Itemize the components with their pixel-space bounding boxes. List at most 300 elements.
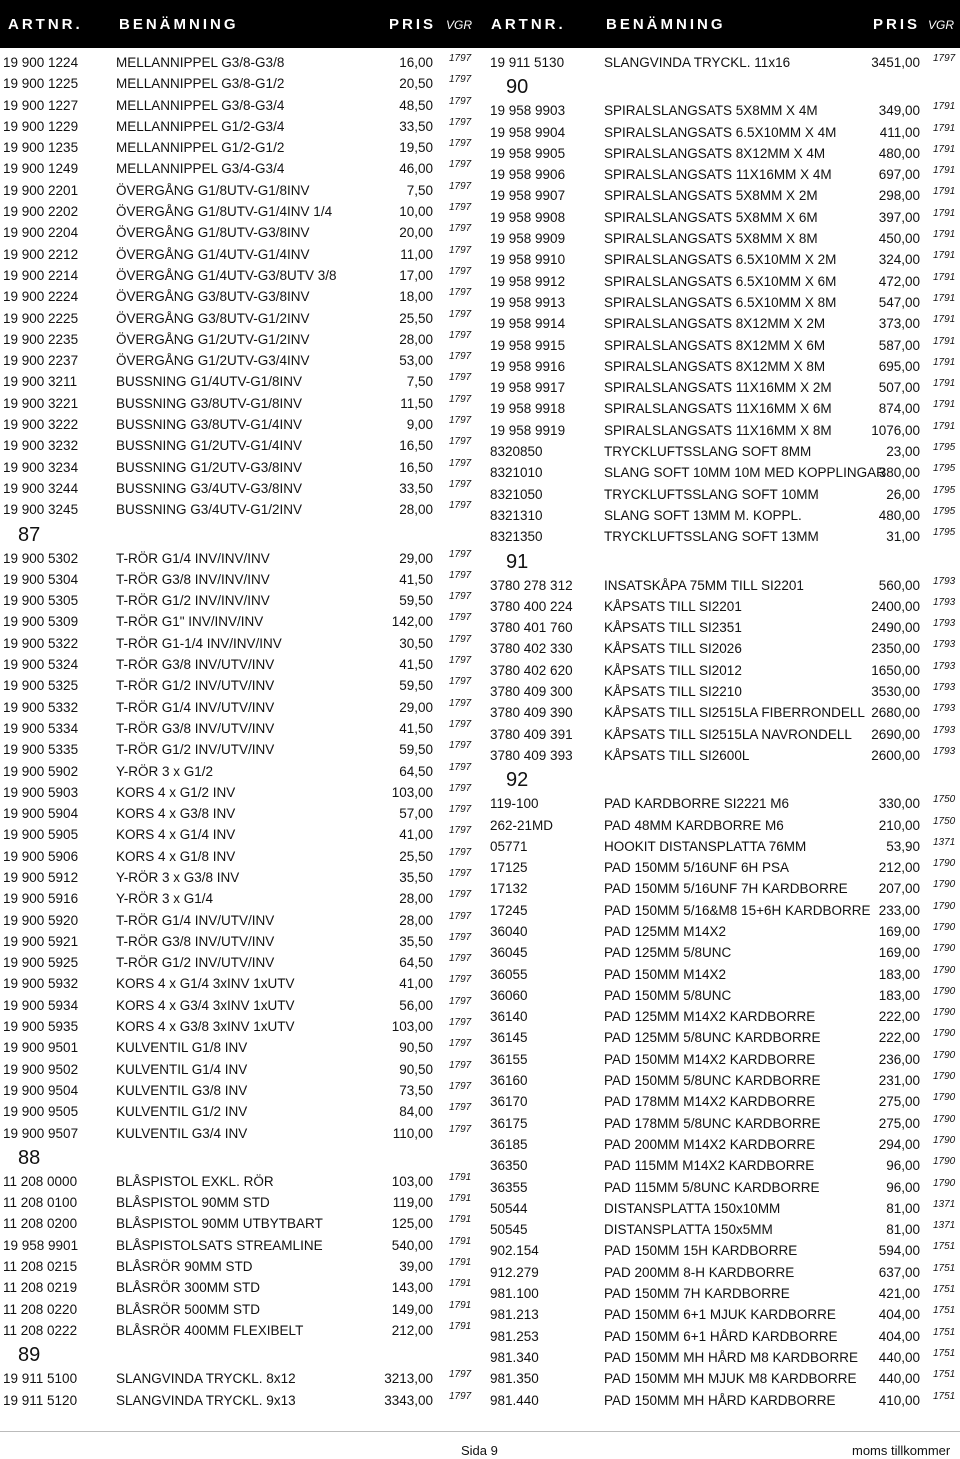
vgr-code: 1751	[933, 1284, 956, 1296]
product-name: TRYCKLUFTSSLANG SOFT 8MM	[604, 444, 812, 460]
vgr-code: 1791	[933, 165, 956, 177]
product-name: ÖVERGÅNG G1/8UTV-G1/8INV	[116, 182, 310, 198]
vgr-code: 1797	[449, 244, 472, 256]
article-number: 3780 409 300	[490, 684, 573, 700]
article-number: 19 958 9912	[490, 273, 566, 289]
table-row	[486, 1007, 960, 1028]
table-row	[486, 794, 960, 815]
table-row	[0, 415, 480, 436]
article-number: 19 958 9914	[490, 316, 566, 332]
product-name: PAD KARDBORRE SI2221 M6	[604, 796, 790, 812]
article-number: 3780 400 224	[490, 598, 573, 614]
vgr-code: 1791	[449, 1171, 472, 1183]
vgr-code: 1797	[449, 180, 472, 192]
product-name: BLÅSPISTOL 90MM STD	[116, 1195, 270, 1211]
section-number: 88	[18, 1146, 41, 1169]
vgr-code: 1797	[449, 223, 472, 235]
table-row	[0, 974, 480, 995]
price: 222,00	[878, 1030, 920, 1046]
article-number: 36175	[490, 1115, 528, 1131]
vgr-code: 1797	[933, 53, 956, 64]
table-row	[486, 879, 960, 900]
table-row	[486, 53, 960, 74]
product-name: BUSSNING G3/4UTV-G1/2INV	[116, 502, 303, 518]
product-name: SPIRALSLANGSATS 6.5X10MM X 8M	[604, 294, 837, 310]
table-row	[486, 922, 960, 943]
price: 84,00	[399, 1104, 433, 1120]
table-row	[486, 682, 960, 703]
price: 33,50	[399, 118, 433, 134]
table-row	[0, 762, 480, 783]
price: 480,00	[878, 507, 920, 523]
vgr-code: 1797	[449, 393, 472, 405]
article-number: 36040	[490, 923, 528, 939]
article-number: 8321310	[490, 507, 543, 523]
price: 26,00	[886, 486, 920, 502]
price: 35,50	[399, 869, 433, 885]
table-row	[486, 144, 960, 165]
header-vgr: VGR	[446, 18, 473, 32]
price: 587,00	[878, 337, 920, 353]
section-heading	[486, 767, 960, 794]
vgr-code: 1791	[933, 101, 956, 113]
product-name: SPIRALSLANGSATS 5X8MM X 4M	[604, 103, 818, 119]
vgr-code: 1793	[933, 660, 956, 672]
product-name: ÖVERGÅNG G3/8UTV-G3/8INV	[116, 289, 310, 305]
price: 404,00	[878, 1328, 920, 1344]
table-row	[0, 953, 480, 974]
price: 103,00	[391, 1173, 433, 1189]
price: 298,00	[878, 188, 920, 204]
price: 547,00	[878, 294, 920, 310]
article-number: 19 900 2224	[3, 289, 79, 305]
article-number: 19 958 9913	[490, 294, 566, 310]
product-name: SPIRALSLANGSATS 8X12MM X 2M	[604, 316, 826, 332]
price: 7,50	[406, 374, 433, 390]
article-number: 36350	[490, 1158, 528, 1174]
price: 3213,00	[384, 1371, 433, 1387]
vgr-code: 1797	[449, 1369, 472, 1381]
product-name: KULVENTIL G1/4 INV	[116, 1061, 248, 1077]
price: 59,50	[399, 593, 433, 609]
table-row	[0, 698, 480, 719]
product-name: BUSSNING G1/2UTV-G1/4INV	[116, 438, 303, 454]
price: 695,00	[878, 358, 920, 374]
product-name: ÖVERGÅNG G1/2UTV-G1/2INV	[116, 331, 310, 347]
table-row	[486, 314, 960, 335]
price: 16,00	[399, 55, 433, 70]
table-row	[0, 479, 480, 500]
price: 472,00	[878, 273, 920, 289]
vgr-code: 1797	[449, 782, 472, 794]
price: 59,50	[399, 742, 433, 758]
table-row	[0, 719, 480, 740]
header-artnr: ARTNR.	[8, 16, 83, 33]
price: 233,00	[878, 902, 920, 918]
table-row	[0, 1102, 480, 1123]
vgr-code: 1791	[933, 229, 956, 241]
product-name: SPIRALSLANGSATS 11X16MM X 2M	[604, 380, 832, 396]
article-number: 19 900 1229	[3, 118, 79, 134]
table-row	[486, 442, 960, 463]
product-name: SPIRALSLANGSATS 8X12MM X 4M	[604, 145, 826, 161]
article-number: 50544	[490, 1200, 528, 1216]
article-number: 19 911 5120	[3, 1392, 78, 1408]
product-name: BUSSNING G1/2UTV-G3/8INV	[116, 459, 303, 475]
product-name: SPIRALSLANGSATS 5X8MM X 8M	[604, 231, 818, 247]
article-number: 19 900 2214	[3, 267, 79, 283]
price: 421,00	[878, 1286, 920, 1302]
article-number: 19 900 3245	[3, 502, 79, 518]
table-row	[0, 996, 480, 1017]
article-number: 19 900 1249	[3, 161, 79, 177]
price: 2600,00	[871, 747, 920, 763]
table-row	[0, 889, 480, 910]
price: 16,50	[399, 438, 433, 454]
vgr-code: 1797	[449, 655, 472, 667]
product-name: ÖVERGÅNG G1/4UTV-G1/4INV	[116, 246, 310, 262]
vgr-code: 1790	[933, 879, 956, 891]
vgr-code: 1797	[449, 867, 472, 879]
product-name: KULVENTIL G1/2 INV	[116, 1104, 248, 1120]
price: 1076,00	[871, 422, 920, 438]
price: 411,00	[879, 124, 920, 140]
vgr-code: 1791	[449, 1193, 472, 1205]
article-number: 19 900 1224	[3, 55, 79, 70]
product-name: PAD 200MM 8-H KARDBORRE	[604, 1264, 795, 1280]
article-number: 19 958 9910	[490, 252, 566, 268]
product-name: PAD 150MM M14X2	[604, 966, 727, 982]
article-number: 36060	[490, 987, 528, 1003]
product-name: T-RÖR G1" INV/INV/INV	[116, 614, 264, 630]
vgr-code: 1751	[933, 1369, 956, 1381]
product-name: PAD 150MM 5/8UNC	[604, 987, 732, 1003]
table-row	[486, 725, 960, 746]
table-row	[0, 372, 480, 393]
vgr-code: 1797	[449, 548, 472, 560]
vgr-code: 1797	[449, 1390, 472, 1402]
vgr-code: 1791	[933, 356, 956, 368]
table-row	[0, 655, 480, 676]
product-name: KORS 4 x G1/4 3xINV 1xUTV	[116, 976, 295, 992]
footer-divider	[0, 1431, 960, 1432]
article-number: 11 208 0215	[3, 1259, 78, 1275]
article-number: 912.279	[490, 1264, 539, 1280]
section-number: 92	[506, 769, 529, 792]
table-row	[0, 1214, 480, 1235]
table-row	[0, 1172, 480, 1193]
price: 20,50	[399, 76, 433, 92]
vgr-code: 1791	[933, 335, 956, 347]
vgr-code: 1797	[449, 740, 472, 752]
price: 2400,00	[871, 598, 920, 614]
section-number: 87	[18, 523, 41, 546]
vgr-code: 1797	[449, 116, 472, 128]
product-name: PAD 150MM MH HÅRD KARDBORRE	[604, 1392, 836, 1408]
vgr-code: 1791	[933, 378, 956, 390]
vgr-code: 1790	[933, 1134, 956, 1146]
table-row	[486, 618, 960, 639]
price: 450,00	[878, 231, 920, 247]
article-number: 19 900 5334	[3, 720, 79, 736]
product-name: KORS 4 x G1/2 INV	[116, 784, 236, 800]
table-row	[486, 506, 960, 527]
price: 207,00	[878, 881, 920, 897]
price: 1650,00	[871, 662, 920, 678]
table-row	[486, 1241, 960, 1262]
table-row	[486, 527, 960, 548]
price: 2690,00	[871, 726, 920, 742]
product-name: KÅPSATS TILL SI2515LA NAVRONDELL	[604, 726, 852, 742]
product-name: DISTANSPLATTA 150x5MM	[604, 1222, 773, 1238]
vgr-code: 1790	[933, 1071, 956, 1083]
price: 28,00	[399, 912, 433, 928]
vgr-code: 1797	[449, 846, 472, 858]
product-name: SLANG SOFT 13MM M. KOPPL.	[604, 507, 802, 523]
vgr-code: 1791	[933, 143, 956, 155]
table-row	[486, 1156, 960, 1177]
price: 20,00	[399, 225, 433, 241]
article-number: 19 900 5309	[3, 614, 79, 630]
article-number: 11 208 0222	[3, 1322, 78, 1338]
vgr-code: 1797	[449, 74, 472, 86]
product-name: MELLANNIPPEL G1/2-G1/2	[116, 140, 285, 156]
table-row	[486, 272, 960, 293]
vgr-code: 1790	[933, 1092, 956, 1104]
article-number: 19 900 5335	[3, 742, 79, 758]
price: 183,00	[878, 966, 920, 982]
article-number: 19 900 9501	[3, 1040, 79, 1056]
table-row	[0, 53, 480, 74]
vgr-code: 1797	[449, 478, 472, 490]
table-row	[486, 208, 960, 229]
article-number: 36140	[490, 1009, 528, 1025]
price: 48,50	[399, 97, 433, 113]
vgr-code: 1795	[933, 463, 956, 475]
price: 3343,00	[384, 1392, 433, 1408]
table-row	[486, 1348, 960, 1369]
article-number: 19 900 3221	[3, 395, 79, 411]
price: 53,00	[399, 353, 433, 369]
price: 540,00	[391, 1237, 433, 1253]
table-row	[486, 421, 960, 442]
price: 81,00	[886, 1200, 920, 1216]
article-number: 3780 409 390	[490, 705, 573, 721]
table-row	[486, 399, 960, 420]
product-name: SLANGVINDA TRYCKL. 8x12	[116, 1371, 296, 1387]
price: 64,50	[399, 955, 433, 971]
article-number: 981.213	[490, 1307, 539, 1323]
product-name: SLANGVINDA TRYCKL. 11x16	[604, 55, 791, 70]
product-name: TRYCKLUFTSSLANG SOFT 10MM	[604, 486, 819, 502]
product-name: MELLANNIPPEL G3/4-G3/4	[116, 161, 285, 177]
vgr-code: 1751	[933, 1262, 956, 1274]
vgr-code: 1791	[933, 399, 956, 411]
vgr-code: 1797	[449, 138, 472, 150]
article-number: 19 900 5906	[3, 848, 79, 864]
header-benamning: BENÄMNING	[119, 16, 239, 33]
article-number: 36355	[490, 1179, 528, 1195]
section-number: 91	[506, 550, 529, 573]
table-row	[486, 165, 960, 186]
article-number: 36160	[490, 1073, 528, 1089]
article-number: 8321350	[490, 529, 543, 545]
price: 25,50	[399, 310, 433, 326]
table-row	[486, 1114, 960, 1135]
vgr-code: 1791	[933, 292, 956, 304]
table-row	[0, 1278, 480, 1299]
article-number: 19 900 5325	[3, 678, 79, 694]
article-number: 19 958 9909	[490, 231, 566, 247]
vgr-code: 1751	[933, 1326, 956, 1338]
article-number: 19 958 9906	[490, 167, 566, 183]
table-row	[486, 123, 960, 144]
table-row	[0, 138, 480, 159]
section-number: 89	[18, 1344, 41, 1367]
article-number: 19 958 9916	[490, 358, 566, 374]
product-name: BUSSNING G3/8UTV-G1/8INV	[116, 395, 303, 411]
product-name: BLÅSPISTOLSATS STREAMLINE	[116, 1237, 323, 1253]
table-row	[486, 986, 960, 1007]
product-name: Y-RÖR 3 x G3/8 INV	[116, 869, 240, 885]
product-name: KULVENTIL G3/8 INV	[116, 1082, 248, 1098]
article-number: 19 900 5916	[3, 891, 79, 907]
table-row	[0, 911, 480, 932]
vgr-code: 1797	[449, 329, 472, 341]
vgr-code: 1797	[449, 761, 472, 773]
product-name: BUSSNING G3/4UTV-G3/8INV	[116, 480, 303, 496]
article-number: 119-100	[490, 796, 539, 812]
article-number: 19 900 5903	[3, 784, 79, 800]
vgr-code: 1791	[933, 186, 956, 198]
product-name: BLÅSRÖR 300MM STD	[116, 1280, 261, 1296]
product-name: PAD 48MM KARDBORRE M6	[604, 817, 784, 833]
article-number: 981.253	[490, 1328, 539, 1344]
table-row	[486, 1391, 960, 1412]
table-row	[486, 576, 960, 597]
vgr-code: 1797	[449, 372, 472, 384]
vgr-code: 1791	[449, 1278, 472, 1290]
vgr-code: 1791	[449, 1299, 472, 1311]
article-number: 36185	[490, 1136, 528, 1152]
table-row	[0, 676, 480, 697]
article-number: 11 208 0220	[3, 1301, 78, 1317]
article-number: 19 900 5322	[3, 635, 79, 651]
price: 440,00	[878, 1349, 920, 1365]
table-row	[486, 186, 960, 207]
table-row	[486, 250, 960, 271]
table-row	[0, 394, 480, 415]
vgr-code: 1791	[933, 250, 956, 262]
price: 23,00	[886, 444, 920, 460]
product-name: KÅPSATS TILL SI2201	[604, 598, 742, 614]
product-name: T-RÖR G1/2 INV/UTV/INV	[116, 742, 275, 758]
vgr-code: 1797	[449, 953, 472, 965]
vgr-code: 1751	[933, 1390, 956, 1402]
article-number: 8321010	[490, 465, 543, 481]
vgr-code: 1797	[449, 159, 472, 171]
product-name: SLANG SOFT 10MM 10M MED KOPPLINGAR	[604, 465, 886, 481]
article-number: 19 900 3232	[3, 438, 79, 454]
vgr-code: 1797	[449, 974, 472, 986]
table-row	[0, 181, 480, 202]
article-number: 19 900 5302	[3, 550, 79, 566]
vgr-code: 1797	[449, 718, 472, 730]
price: 110,00	[392, 1125, 433, 1141]
vgr-code: 1793	[933, 745, 956, 757]
table-row	[486, 943, 960, 964]
table-row	[0, 1081, 480, 1102]
vgr-code: 1797	[449, 825, 472, 837]
price: 18,00	[399, 289, 433, 305]
table-row	[486, 1199, 960, 1220]
table-row	[486, 965, 960, 986]
price: 31,00	[886, 529, 920, 545]
vgr-code: 1797	[449, 910, 472, 922]
article-number: 19 900 2204	[3, 225, 79, 241]
article-number: 19 900 1235	[3, 140, 79, 156]
article-number: 11 208 0100	[3, 1195, 78, 1211]
product-name: PAD 125MM M14X2	[604, 923, 727, 939]
product-name: DISTANSPLATTA 150x10MM	[604, 1200, 781, 1216]
article-number: 19 900 1227	[3, 97, 79, 113]
vgr-code: 1797	[449, 415, 472, 427]
article-number: 19 900 9505	[3, 1104, 79, 1120]
table-row	[486, 639, 960, 660]
table-row	[486, 1220, 960, 1241]
vgr-code: 1790	[933, 921, 956, 933]
vgr-code: 1797	[449, 265, 472, 277]
product-name: ÖVERGÅNG G3/8UTV-G1/2INV	[116, 310, 310, 326]
article-number: 262-21MD	[490, 817, 554, 833]
price: 41,00	[399, 827, 433, 843]
header-benamning: BENÄMNING	[606, 16, 726, 33]
table-row	[0, 223, 480, 244]
article-number: 36145	[490, 1030, 528, 1046]
article-number: 11 208 0000	[3, 1173, 78, 1189]
table-row	[0, 458, 480, 479]
table-row	[0, 309, 480, 330]
table-row	[486, 1028, 960, 1049]
price: 28,00	[399, 891, 433, 907]
article-number: 19 900 5912	[3, 869, 79, 885]
vgr-code: 1790	[933, 858, 956, 870]
table-row	[486, 746, 960, 767]
table-row	[486, 901, 960, 922]
product-name: SPIRALSLANGSATS 11X16MM X 4M	[604, 167, 832, 183]
vgr-code: 1795	[933, 527, 956, 539]
product-name: PAD 178MM M14X2 KARDBORRE	[604, 1094, 816, 1110]
price: 9,00	[406, 417, 433, 433]
product-name: T-RÖR G3/8 INV/INV/INV	[116, 571, 270, 587]
article-number: 50545	[490, 1222, 528, 1238]
vgr-code: 1795	[933, 505, 956, 517]
table-row	[0, 1257, 480, 1278]
price: 11,50	[400, 395, 433, 411]
section-number: 90	[506, 76, 529, 99]
vgr-code: 1793	[933, 703, 956, 715]
price: 19,50	[399, 140, 433, 156]
article-number: 19 900 2235	[3, 331, 79, 347]
product-name: KULVENTIL G3/4 INV	[116, 1125, 248, 1141]
article-number: 19 900 1225	[3, 76, 79, 92]
vgr-code: 1797	[449, 569, 472, 581]
table-row	[486, 1050, 960, 1071]
product-name: T-RÖR G3/8 INV/UTV/INV	[116, 933, 275, 949]
product-name: BLÅSRÖR 500MM STD	[116, 1301, 261, 1317]
price: 380,00	[878, 465, 920, 481]
vgr-code: 1797	[449, 995, 472, 1007]
